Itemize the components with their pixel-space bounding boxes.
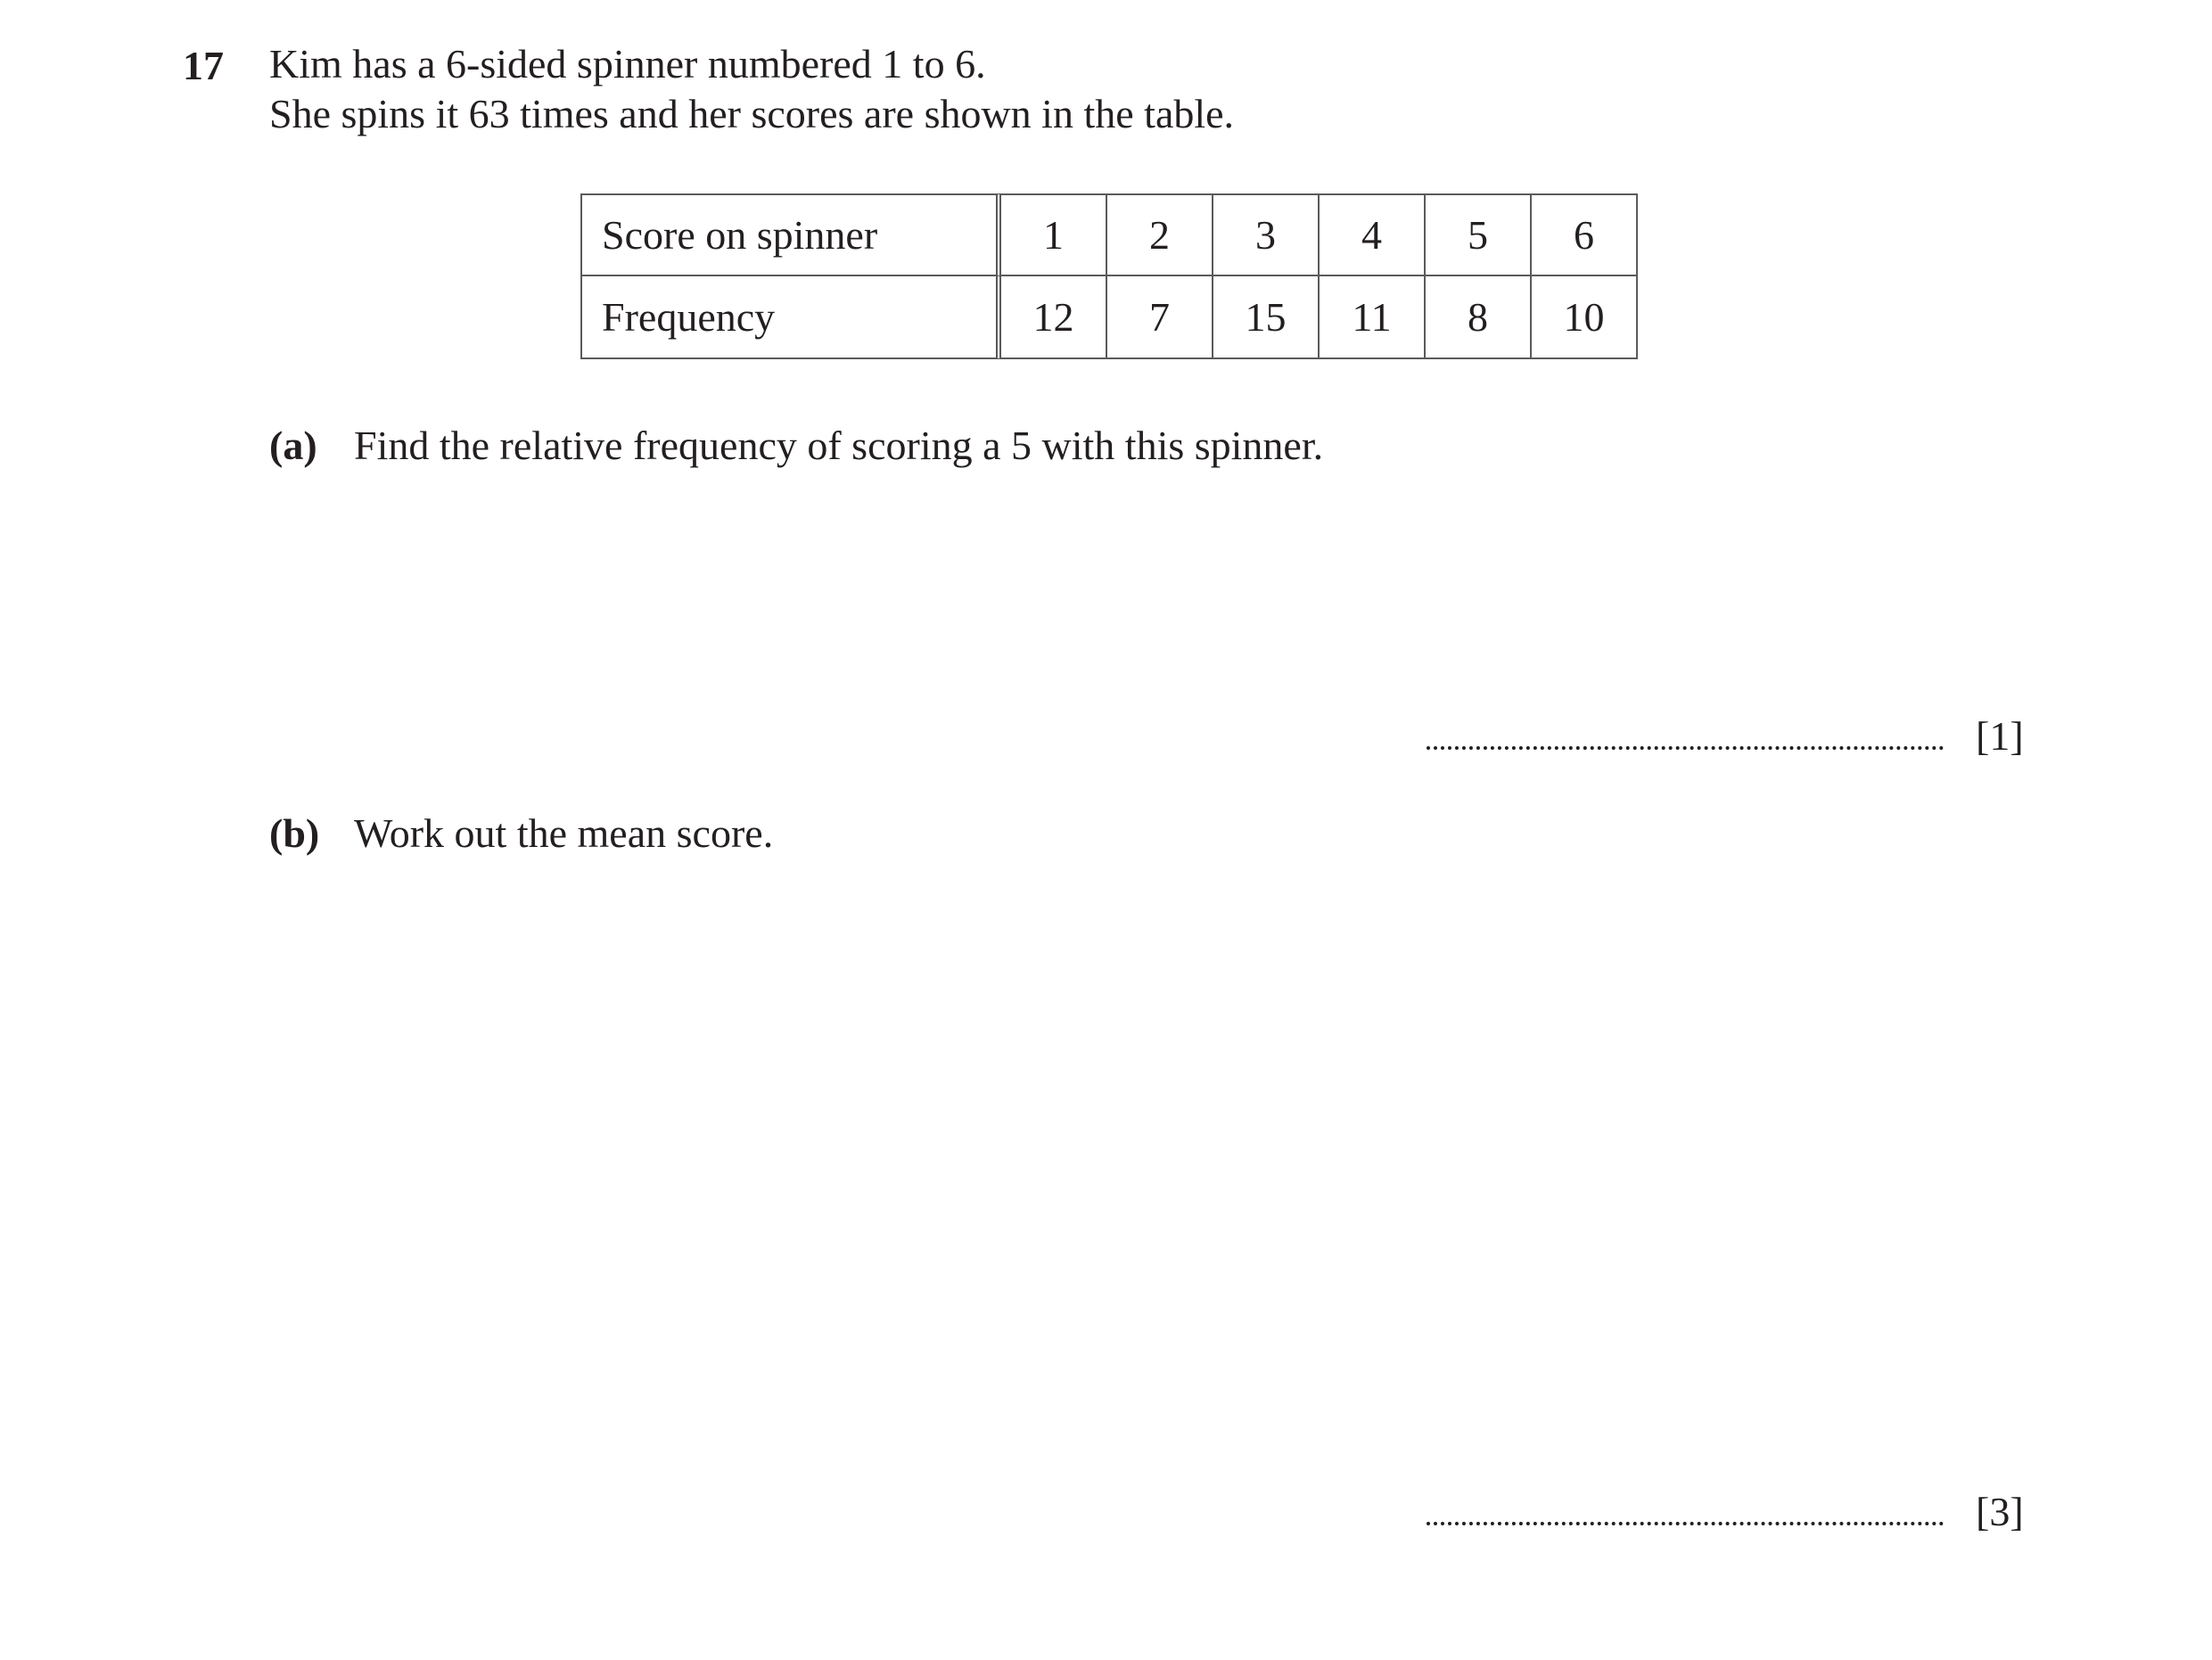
- question-line-2: She spins it 63 times and her scores are shown in the table.: [269, 91, 1235, 136]
- score-cell: 6: [1532, 193, 1638, 276]
- score-cell: 5: [1426, 193, 1532, 276]
- question-stem: [269, 39, 1234, 139]
- frequency-cell: 7: [1107, 276, 1213, 359]
- part-b-marks: [3]: [1976, 1489, 2024, 1534]
- score-cell: 4: [1320, 193, 1426, 276]
- question-number: 17: [183, 43, 224, 88]
- score-cell: 3: [1213, 193, 1320, 276]
- table-row-frequency: [580, 276, 1638, 359]
- part-a-marks: [1]: [1976, 713, 2024, 759]
- frequency-table: [580, 193, 1638, 359]
- answer-line-a[interactable]: [1427, 718, 1944, 750]
- part-b: [269, 807, 773, 860]
- frequency-cell: 11: [1320, 276, 1426, 359]
- frequency-cell: 8: [1426, 276, 1532, 359]
- answer-line-b[interactable]: [1427, 1493, 1944, 1525]
- part-b-answer: [1427, 1485, 2024, 1539]
- part-a-answer: [1427, 710, 2024, 763]
- row-label-frequency: Frequency: [580, 276, 1001, 359]
- frequency-cell: 10: [1532, 276, 1638, 359]
- part-a-label: (a): [269, 423, 317, 468]
- frequency-cell: 12: [1001, 276, 1107, 359]
- part-b-text: Work out the mean score.: [354, 810, 774, 856]
- frequency-cell: 15: [1213, 276, 1320, 359]
- part-a: [269, 419, 1323, 473]
- table-row-score: [580, 193, 1638, 276]
- score-cell: 1: [1001, 193, 1107, 276]
- part-b-label: (b): [269, 810, 320, 856]
- question-line-1: Kim has a 6-sided spinner numbered 1 to 6.: [269, 41, 986, 86]
- row-label-score: Score on spinner: [580, 193, 1001, 276]
- part-a-text: Find the relative frequency of scoring a 5 with this spinner.: [354, 423, 1324, 468]
- score-cell: 2: [1107, 193, 1213, 276]
